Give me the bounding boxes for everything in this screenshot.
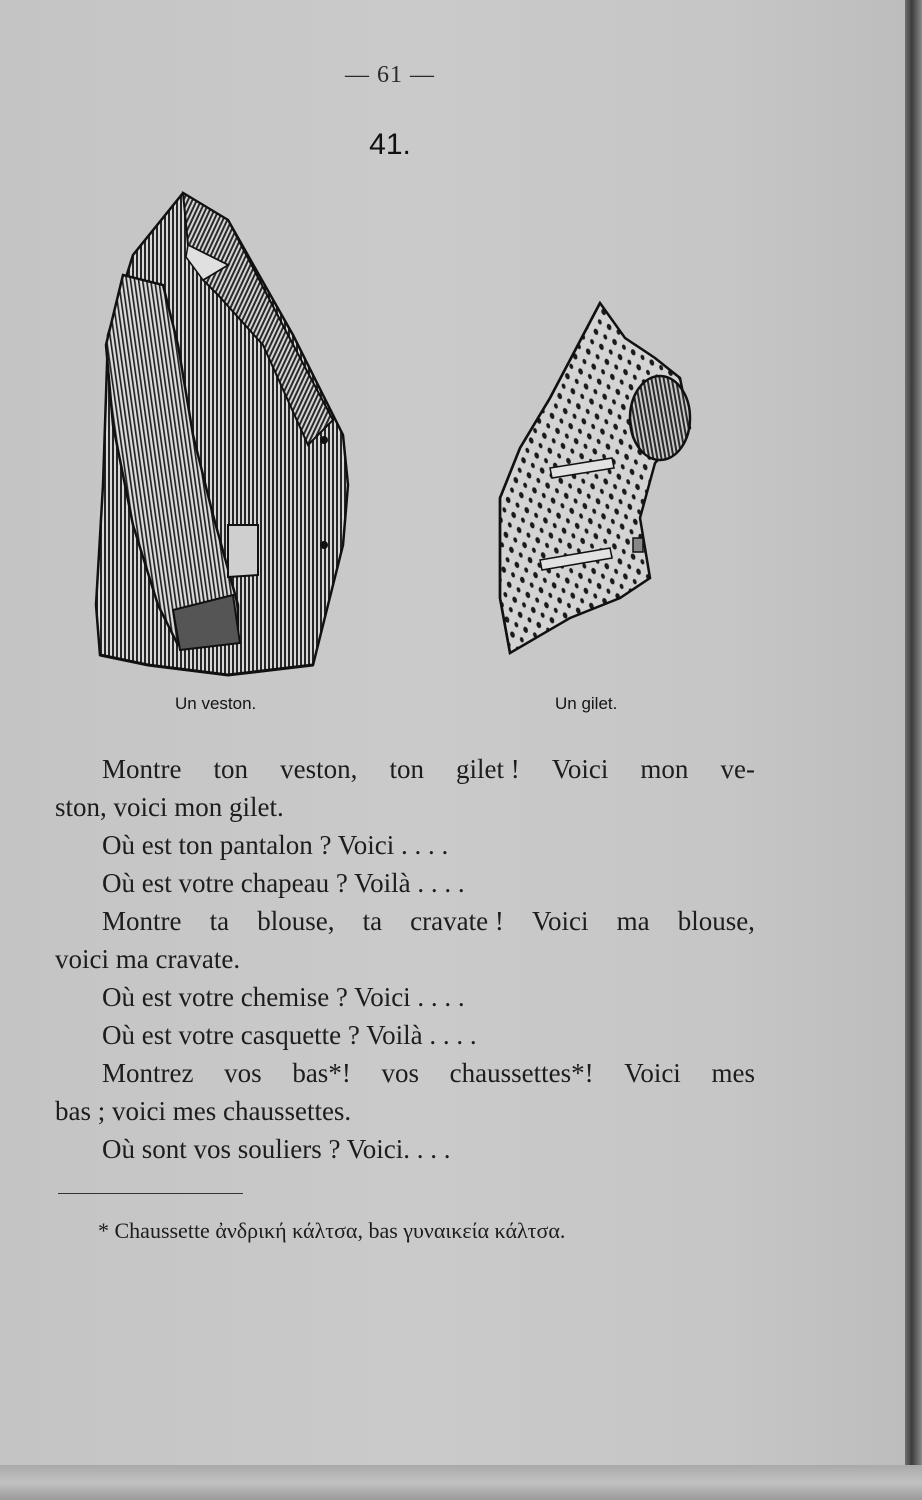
figure-caption-waistcoat: Un gilet. xyxy=(555,694,618,713)
text-line: Où est votre chemise ? Voici . . . . xyxy=(102,982,465,1012)
word: cravate ! xyxy=(410,906,504,936)
page-binding-edge xyxy=(905,0,922,1500)
word: chaussettes*! xyxy=(449,1058,594,1088)
lesson-text xyxy=(55,750,755,1168)
word: blouse, xyxy=(257,906,335,936)
figure-caption-jacket: Un veston. xyxy=(175,694,257,713)
word: bas*! xyxy=(292,1058,351,1088)
footnote: * Chaussette ἀνδρική κάλτσα, bas γυναικεία κάλτσα. xyxy=(98,1218,566,1243)
text-line xyxy=(55,750,755,788)
word: gilet ! xyxy=(456,754,520,784)
word: Voici xyxy=(551,754,609,784)
page-bottom-edge xyxy=(0,1465,922,1500)
word: vos xyxy=(381,1058,419,1088)
word: mes xyxy=(711,1058,755,1088)
word: ton xyxy=(213,754,249,784)
jacket-illustration-icon xyxy=(88,185,363,690)
word: Montrez xyxy=(102,1058,194,1088)
waistcoat-illustration-icon xyxy=(490,298,700,663)
text-line: Où est votre casquette ? Voilà . . . . xyxy=(102,1020,477,1050)
text-line: Où est votre chapeau ? Voilà . . . . xyxy=(102,868,465,898)
word: mon xyxy=(640,754,689,784)
text-line xyxy=(55,902,755,940)
word: ta xyxy=(362,906,383,936)
word: ta xyxy=(209,906,230,936)
word: Voici xyxy=(624,1058,681,1088)
word: Voici xyxy=(531,906,589,936)
word: ma xyxy=(616,906,650,936)
word: ton xyxy=(389,754,424,784)
text-line xyxy=(55,1054,755,1092)
word: Montre xyxy=(102,906,182,936)
lesson-number: 41. xyxy=(369,128,411,161)
text-line: Où est ton pantalon ? Voici . . . . xyxy=(102,830,449,860)
text-line: Où sont vos souliers ? Voici. . . . xyxy=(102,1134,451,1164)
text-line: voici ma cravate. xyxy=(55,944,241,974)
text-line: ston, voici mon gilet. xyxy=(55,792,284,822)
word: Montre xyxy=(102,754,182,784)
word: ve- xyxy=(720,754,755,784)
text-line: bas ; voici mes chaussettes. xyxy=(55,1096,352,1126)
footnote-divider xyxy=(58,1193,243,1194)
page-number: — 61 — xyxy=(345,62,435,88)
word: blouse, xyxy=(677,906,755,936)
word: vos xyxy=(224,1058,262,1088)
word: veston, xyxy=(280,754,358,784)
